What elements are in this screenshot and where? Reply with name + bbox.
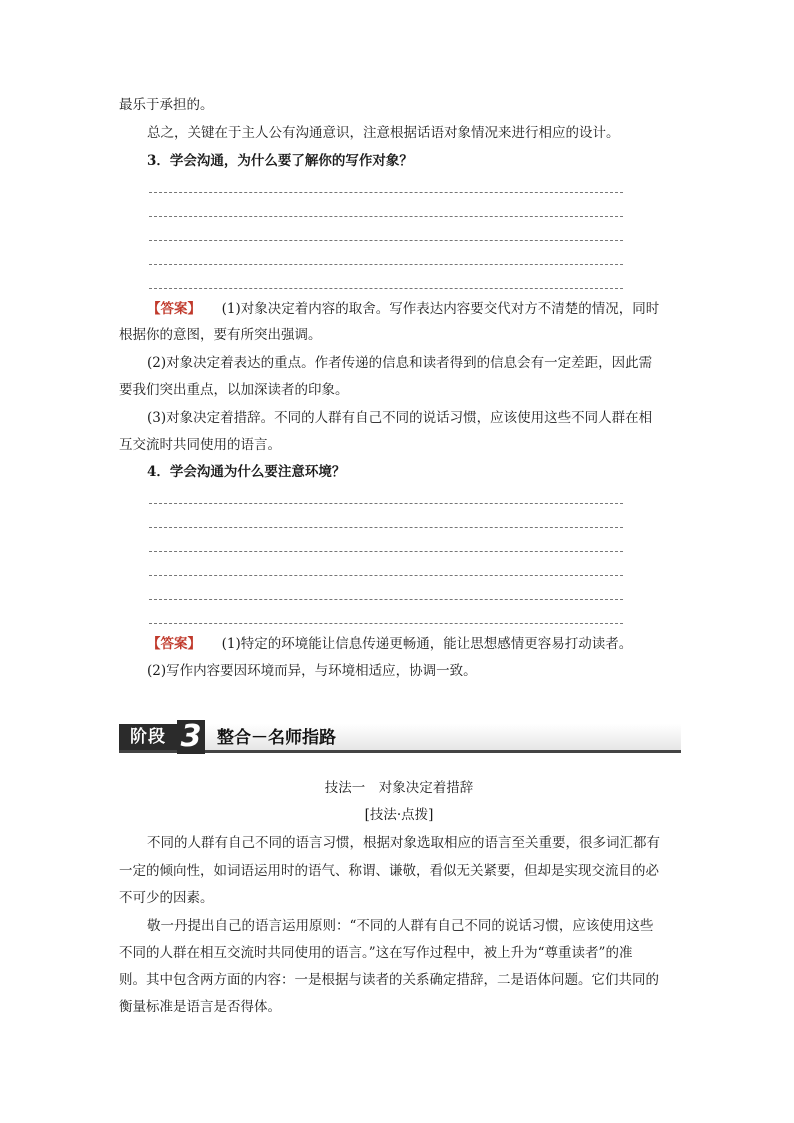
stage-number: 3: [177, 720, 205, 754]
text-line: 最乐于承担的。: [119, 97, 214, 113]
text-line: 根据你的意图，要有所突出强调。: [119, 327, 322, 343]
answer-blank-line: [149, 264, 623, 265]
text-line: 互交流时共同使用的语言。: [119, 437, 281, 453]
text-line: 不可少的因素。: [119, 890, 214, 906]
text-line: (2)对象决定着表达的重点。作者传递的信息和读者得到的信息会有一定差距，因此需: [147, 355, 653, 371]
text-line: 则。其中包含两方面的内容：一是根据与读者的关系确定措辞，二是语体问题。它们共同的: [119, 972, 659, 988]
answer-tag: 【答案】: [147, 636, 201, 652]
text-line: 要我们突出重点，以加深读者的印象。: [119, 382, 349, 398]
technique-subheading: [技法·点拨]: [364, 807, 434, 823]
text-line: 不同的人群在相互交流时共同使用的语言。”这在写作过程中，被上升为“尊重读者”的准: [119, 945, 633, 961]
text-line: (3)对象决定着措辞。不同的人群有自己不同的说话习惯，应该使用这些不同人群在相: [147, 410, 653, 426]
stage-banner: [119, 719, 681, 754]
text-line: (2)写作内容要因环境而异，与环境相适应，协调一致。: [147, 663, 477, 679]
answer-blank-line: [149, 240, 623, 241]
stage-title: 整合－名师指路: [217, 728, 336, 748]
answer-tag: 【答案】: [147, 301, 201, 317]
text-line: 一定的倾向性，如词语运用时的语气、称谓、谦敬，看似无关紧要，但却是实现交流目的必: [119, 863, 659, 879]
answer-blank-line: [149, 527, 623, 528]
text-line: 总之，关键在于主人公有沟通意识，注意根据话语对象情况来进行相应的设计。: [147, 125, 620, 141]
text-line: 衡量标准是语言是否得体。: [119, 999, 281, 1015]
question-3: 3．学会沟通，为什么要了解你的写作对象？: [147, 153, 413, 169]
stage-label: 阶段: [119, 724, 177, 750]
answer-line: [147, 300, 707, 318]
answer-blank-line: [149, 216, 623, 217]
answer-blank-line: [149, 575, 623, 576]
text-line: 不同的人群有自己不同的语言习惯，根据对象选取相应的语言至关重要，很多词汇都有: [147, 835, 660, 851]
answer-blank-line: [149, 192, 623, 193]
answer-line: [147, 635, 707, 653]
answer-blank-line: [149, 599, 623, 600]
answer-blank-line: [149, 503, 623, 504]
answer-blank-line: [149, 623, 623, 624]
answer-text: (1)特定的环境能让信息传递更畅通，能让思想感情更容易打动读者。: [221, 636, 633, 652]
answer-blank-line: [149, 551, 623, 552]
technique-heading: 技法一 对象决定着措辞: [324, 780, 474, 796]
question-4: 4．学会沟通为什么要注意环境？: [147, 464, 346, 480]
answer-text: (1)对象决定着内容的取舍。写作表达内容要交代对方不清楚的情况，同时: [221, 301, 660, 317]
answer-blank-line: [149, 288, 623, 289]
text-line: 敬一丹提出自己的语言运用原则：“不同的人群有自己不同的说话习惯，应该使用这些: [147, 918, 654, 934]
